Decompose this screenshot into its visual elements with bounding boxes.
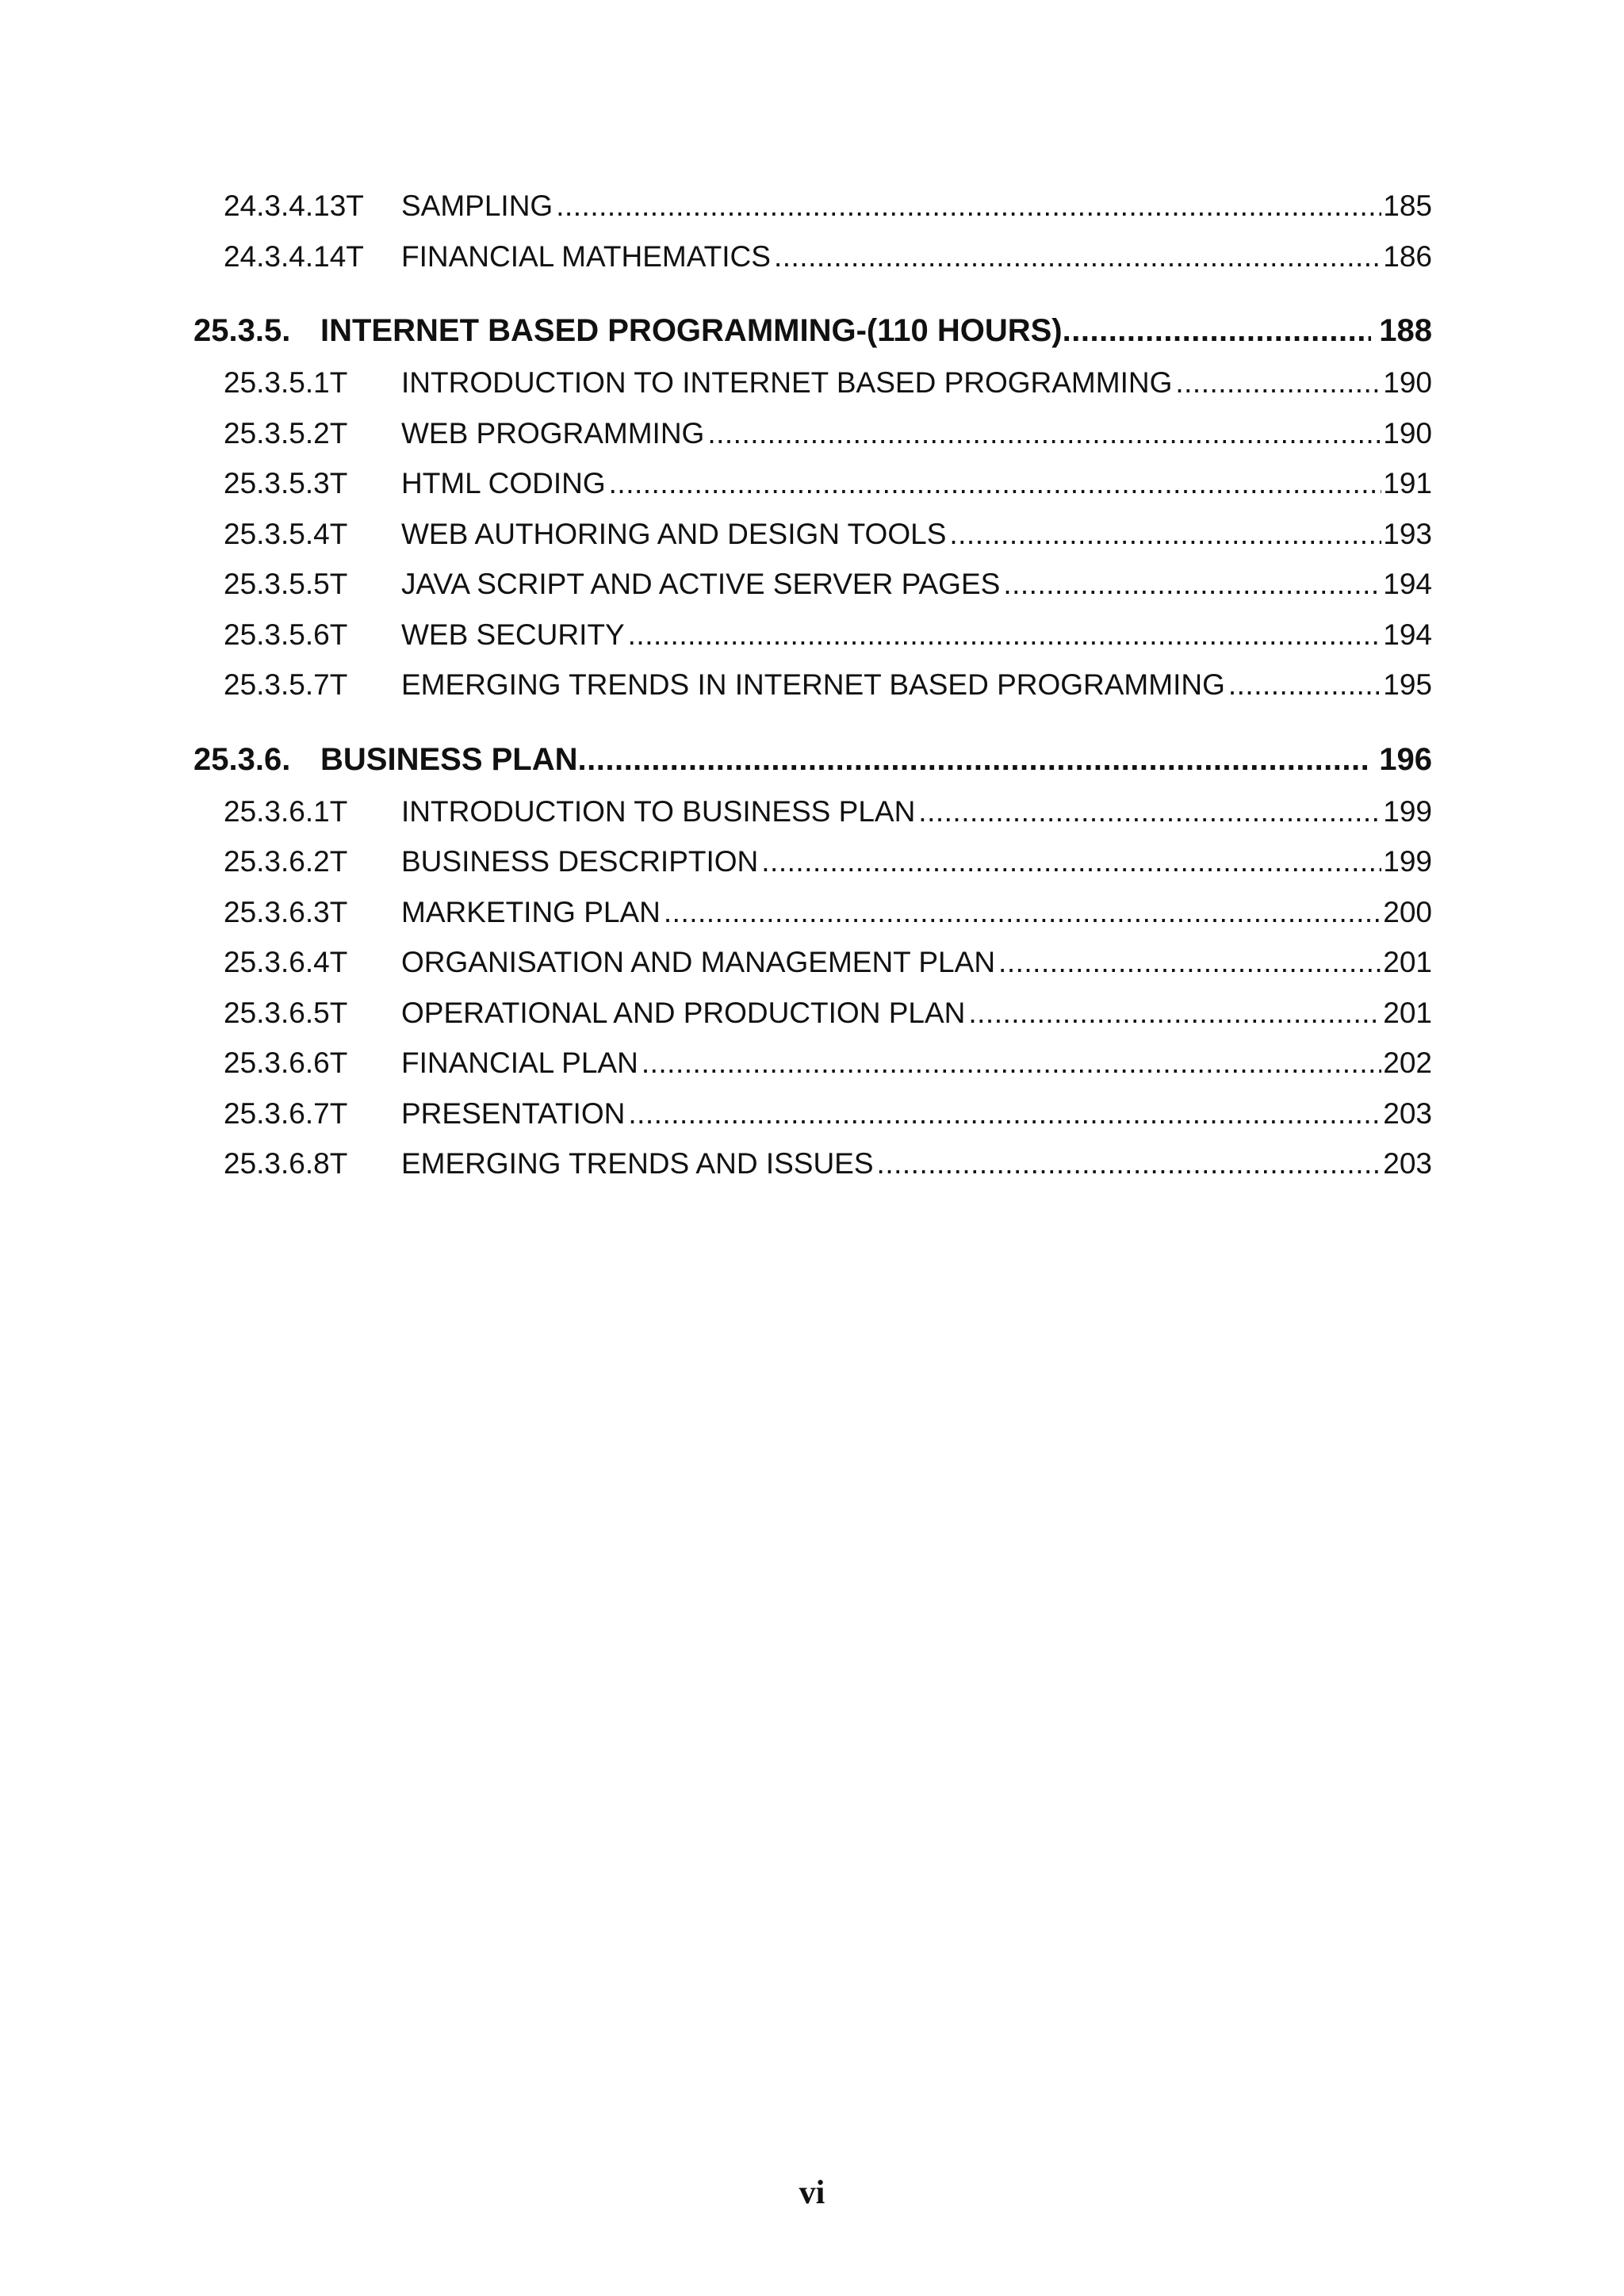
toc-entry-page: 201: [1383, 996, 1432, 1029]
dot-leader: [578, 733, 1372, 786]
toc-entry[interactable]: [224, 1038, 1432, 1089]
page-number: vi: [799, 2175, 825, 2211]
toc-section-heading[interactable]: [193, 733, 1432, 786]
toc-entry-page: 195: [1383, 668, 1432, 701]
toc-entry[interactable]: [224, 232, 1432, 282]
dot-leader: [949, 509, 1381, 560]
dot-leader: [918, 786, 1381, 837]
toc-entry[interactable]: [224, 1138, 1432, 1189]
toc-entry[interactable]: [224, 988, 1432, 1039]
toc-entry[interactable]: [224, 610, 1432, 660]
toc-entry[interactable]: [224, 1089, 1432, 1139]
toc-entry-title: INTRODUCTION TO BUSINESS PLAN: [401, 794, 916, 828]
toc-entry-page: 199: [1383, 794, 1432, 828]
toc-entry-title: JAVA SCRIPT AND ACTIVE SERVER PAGES: [401, 568, 1001, 600]
toc-entry[interactable]: [224, 181, 1432, 232]
toc-entry-number: 24.3.4.14T: [224, 239, 364, 273]
toc-entry-title: WEB PROGRAMMING: [401, 416, 705, 450]
toc-entry-title: BUSINESS DESCRIPTION: [401, 845, 759, 878]
toc-entry-number: 25.3.5.6T: [224, 618, 348, 651]
toc-entry-title: SAMPLING: [401, 189, 553, 222]
toc-entry-number: 24.3.4.13T: [224, 189, 364, 222]
toc-entry-number: 25.3.6.4T: [224, 946, 348, 978]
toc-entry-title: FINANCIAL MATHEMATICS: [401, 239, 771, 273]
toc-entry[interactable]: [224, 786, 1432, 837]
toc-entry[interactable]: [224, 358, 1432, 408]
dot-leader: [1228, 660, 1381, 710]
dot-leader: [628, 1089, 1381, 1139]
toc-entry-title: EMERGING TRENDS IN INTERNET BASED PROGRAMMING: [401, 668, 1225, 701]
toc-entry-title: MARKETING PLAN: [401, 895, 661, 928]
toc-entry-number: 25.3.6.3T: [224, 895, 348, 928]
dot-leader: [664, 887, 1381, 938]
toc-entry-number: 25.3.6.8T: [224, 1147, 348, 1180]
dot-leader: [877, 1138, 1382, 1189]
dot-leader: [628, 610, 1382, 660]
toc-entry[interactable]: [224, 660, 1432, 710]
toc-entry-number: 25.3.5.7T: [224, 668, 348, 701]
toc-entry-title: HTML CODING: [401, 467, 606, 499]
dot-leader: [609, 458, 1382, 509]
toc-entry-number: 25.3.5.2T: [224, 416, 348, 450]
dot-leader: [556, 181, 1381, 232]
toc-entry-number: 25.3.6.6T: [224, 1047, 348, 1079]
toc-entry-number: 25.3.5.3T: [224, 467, 348, 499]
toc-section-title: INTERNET BASED PROGRAMMING-(110 HOURS): [320, 313, 1063, 348]
toc-entry-page: 190: [1383, 366, 1432, 399]
toc-entry-page: 201: [1383, 946, 1432, 978]
toc-entry[interactable]: [224, 836, 1432, 887]
toc-entry[interactable]: [224, 887, 1432, 938]
toc-entry[interactable]: [224, 509, 1432, 560]
toc-entry-number: 25.3.6.7T: [224, 1096, 348, 1130]
toc-entry-title: PRESENTATION: [401, 1096, 626, 1130]
toc-entry-title: ORGANISATION AND MANAGEMENT PLAN: [401, 946, 996, 978]
toc-entry-number: 25.3.5.5T: [224, 568, 348, 600]
toc-entry-number: 25.3.5.1T: [224, 366, 348, 399]
toc-entry-page: 200: [1383, 895, 1432, 928]
toc-entry-page: 190: [1383, 416, 1432, 450]
dot-leader: [1003, 559, 1381, 610]
toc-entry-page: 194: [1383, 618, 1432, 651]
toc-entry-title: FINANCIAL PLAN: [401, 1047, 638, 1079]
toc-entry-page: 203: [1383, 1096, 1432, 1130]
toc-section-page: 196: [1379, 741, 1432, 777]
toc-entry[interactable]: [224, 408, 1432, 459]
toc-entry-page: 202: [1383, 1047, 1432, 1079]
toc-entry-title: WEB AUTHORING AND DESIGN TOOLS: [401, 517, 947, 550]
dot-leader: [761, 836, 1381, 887]
toc-entry-page: 186: [1383, 239, 1432, 273]
toc-entry-page: 191: [1383, 467, 1432, 499]
toc-entry-number: 25.3.6.1T: [224, 794, 348, 828]
toc-entry-page: 185: [1383, 189, 1432, 222]
toc-section-page: 188: [1379, 313, 1432, 348]
toc-entry-number: 25.3.5.4T: [224, 517, 348, 550]
toc-entry[interactable]: [224, 458, 1432, 509]
toc-entry-title: OPERATIONAL AND PRODUCTION PLAN: [401, 996, 966, 1029]
toc-entry-title: INTRODUCTION TO INTERNET BASED PROGRAMMING: [401, 366, 1173, 399]
dot-leader: [998, 937, 1381, 988]
toc-entry-title: EMERGING TRENDS AND ISSUES: [401, 1147, 874, 1180]
dot-leader: [707, 408, 1381, 459]
toc-entry-page: 199: [1383, 845, 1432, 878]
dot-leader: [642, 1038, 1381, 1089]
toc-entry-page: 203: [1383, 1147, 1432, 1180]
table-of-contents: [193, 181, 1432, 1189]
toc-entry-page: 194: [1383, 568, 1432, 600]
dot-leader: [1063, 304, 1372, 358]
toc-section-number: 25.3.6.: [193, 741, 291, 777]
toc-entry-page: 193: [1383, 517, 1432, 550]
toc-entry-number: 25.3.6.2T: [224, 845, 348, 878]
toc-section-heading[interactable]: [193, 304, 1432, 358]
toc-entry[interactable]: [224, 559, 1432, 610]
dot-leader: [1175, 358, 1381, 408]
dot-leader: [774, 232, 1381, 282]
toc-section-title: BUSINESS PLAN: [320, 741, 578, 777]
toc-section-number: 25.3.5.: [193, 313, 291, 348]
toc-entry[interactable]: [224, 937, 1432, 988]
toc-entry-title: WEB SECURITY: [401, 618, 625, 651]
toc-entry-number: 25.3.6.5T: [224, 996, 348, 1029]
dot-leader: [968, 988, 1381, 1039]
